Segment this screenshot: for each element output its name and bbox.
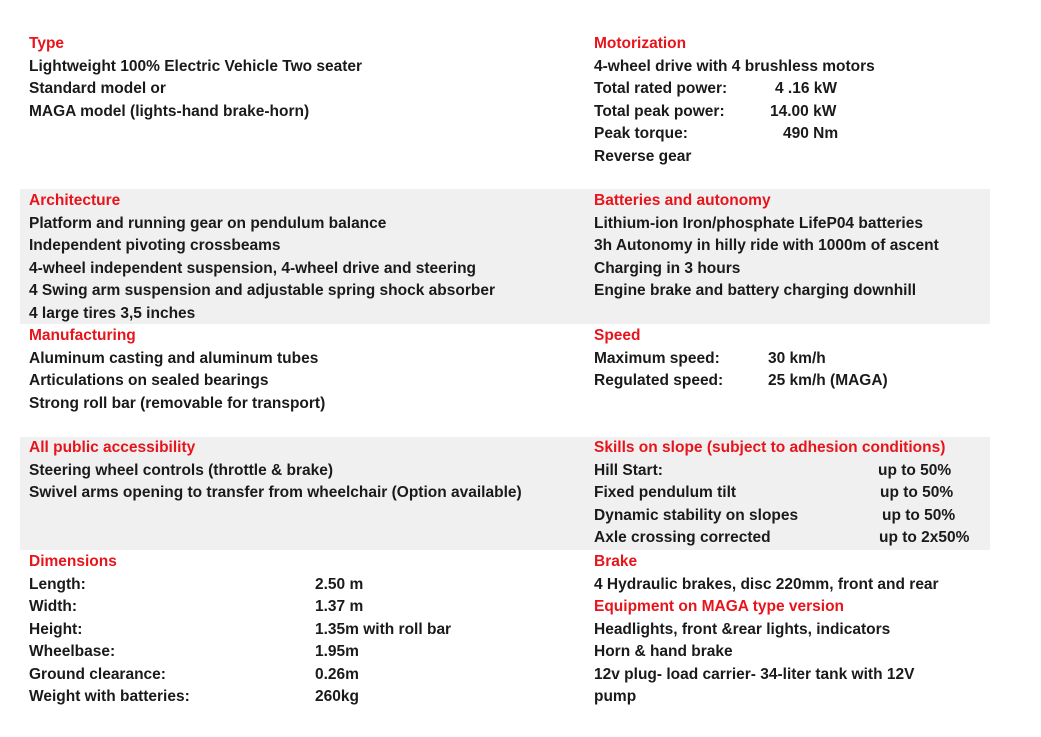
type-line: MAGA model (lights-hand brake-horn)	[29, 102, 310, 120]
dimension-label: Weight with batteries:	[29, 688, 190, 705]
speed-label: Maximum speed:	[594, 349, 720, 367]
slope-label: Fixed pendulum tilt	[594, 484, 737, 501]
motorization-heading: Motorization	[594, 35, 687, 52]
brake-line: 4 Hydraulic brakes, disc 220mm, front and rear	[594, 575, 939, 593]
section-architecture	[29, 190, 495, 325]
section-batteries	[594, 190, 939, 303]
brake-heading: Brake	[594, 553, 638, 570]
slope-value: up to 50%	[880, 484, 954, 501]
slope-row	[594, 482, 984, 505]
slope-value: up to 50%	[878, 461, 952, 479]
dimension-label: Length:	[29, 575, 86, 593]
equipment-line: 12v plug- load carrier- 34-liter tank with 12V	[594, 665, 915, 683]
dimension-label: Ground clearance:	[29, 665, 166, 683]
speed-value: 25 km/h (MAGA)	[768, 372, 888, 389]
equipment-heading: Equipment on MAGA type version	[594, 598, 845, 615]
slope-label: Dynamic stability on slopes	[594, 506, 799, 524]
section-slope	[594, 437, 984, 550]
section-accessibility	[29, 437, 522, 505]
dimension-label: Height:	[29, 620, 83, 638]
slope-label: Axle crossing corrected	[594, 529, 771, 546]
type-line: Lightweight 100% Electric Vehicle Two seater	[29, 57, 363, 75]
dimension-row	[29, 641, 529, 664]
accessibility-line: Steering wheel controls (throttle & brake)	[29, 461, 334, 479]
type-line: Standard model or	[29, 80, 166, 97]
batteries-line: 3h Autonomy in hilly ride with 1000m of ascent	[594, 237, 939, 254]
dimension-label: Width:	[29, 598, 78, 615]
motorization-row	[594, 123, 984, 146]
manufacturing-heading: Manufacturing	[29, 327, 136, 344]
manufacturing-line: Aluminum casting and aluminum tubes	[29, 349, 319, 367]
section-motorization	[594, 33, 984, 168]
dimension-row	[29, 664, 529, 687]
slope-heading: Skills on slope (subject to adhesion conditions)	[594, 439, 946, 456]
section-speed	[594, 325, 984, 393]
dimension-value: 0.26m	[315, 665, 359, 683]
dimension-value: 1.37 m	[315, 598, 364, 615]
architecture-line: 4 large tires 3,5 inches	[29, 304, 196, 322]
architecture-heading: Architecture	[29, 192, 121, 209]
dimension-value: 1.95m	[315, 643, 359, 660]
section-dimensions	[29, 551, 529, 709]
speed-heading: Speed	[594, 327, 641, 344]
architecture-line: Independent pivoting crossbeams	[29, 237, 281, 254]
slope-row	[594, 460, 984, 483]
architecture-line: Platform and running gear on pendulum balance	[29, 214, 387, 232]
architecture-line: 4 Swing arm suspension and adjustable spring shock absorber	[29, 282, 495, 299]
speed-row	[594, 348, 984, 371]
batteries-line: Charging in 3 hours	[594, 259, 741, 277]
dimension-row	[29, 574, 529, 597]
motorization-label: Peak torque:	[594, 125, 688, 142]
slope-value: up to 2x50%	[879, 529, 970, 546]
accessibility-heading: All public accessibility	[29, 439, 196, 456]
motorization-row	[594, 101, 984, 124]
dimensions-heading: Dimensions	[29, 553, 117, 570]
architecture-line: 4-wheel independent suspension, 4-wheel drive and steering	[29, 259, 477, 277]
manufacturing-line: Articulations on sealed bearings	[29, 372, 269, 389]
dimension-value: 2.50 m	[315, 575, 364, 593]
equipment-line: pump	[594, 688, 637, 705]
speed-value: 30 km/h	[768, 349, 826, 367]
slope-label: Hill Start:	[594, 461, 663, 479]
motorization-line: 4-wheel drive with 4 brushless motors	[594, 57, 875, 75]
dimension-value: 1.35m with roll bar	[315, 620, 452, 638]
batteries-line: Engine brake and battery charging downhill	[594, 282, 917, 299]
motorization-row	[594, 78, 984, 101]
type-heading: Type	[29, 35, 65, 52]
speed-row	[594, 370, 984, 393]
accessibility-line: Swivel arms opening to transfer from wheelchair (Option available)	[29, 484, 522, 501]
slope-row	[594, 527, 984, 550]
motorization-value: 4 .16 kW	[775, 80, 838, 97]
dimension-row	[29, 686, 529, 709]
speed-label: Regulated speed:	[594, 372, 724, 389]
manufacturing-line: Strong roll bar (removable for transport)	[29, 394, 326, 412]
section-brake-equipment	[594, 551, 939, 709]
batteries-line: Lithium-ion Iron/phosphate LifeP04 batteries	[594, 214, 923, 232]
dimension-row	[29, 596, 529, 619]
dimension-label: Wheelbase:	[29, 643, 116, 660]
motorization-value: 14.00 kW	[770, 102, 837, 120]
equipment-line: Horn & hand brake	[594, 643, 733, 660]
equipment-line: Headlights, front &rear lights, indicators	[594, 620, 891, 638]
motorization-label: Total peak power:	[594, 102, 725, 120]
dimension-row	[29, 619, 529, 642]
dimension-value: 260kg	[315, 688, 359, 705]
batteries-heading: Batteries and autonomy	[594, 192, 771, 209]
motorization-line: Reverse gear	[594, 147, 692, 165]
section-type	[29, 33, 362, 123]
section-manufacturing	[29, 325, 325, 415]
slope-value: up to 50%	[882, 506, 956, 524]
motorization-label: Total rated power:	[594, 80, 728, 97]
motorization-value: 490 Nm	[783, 125, 839, 142]
slope-row	[594, 505, 984, 528]
